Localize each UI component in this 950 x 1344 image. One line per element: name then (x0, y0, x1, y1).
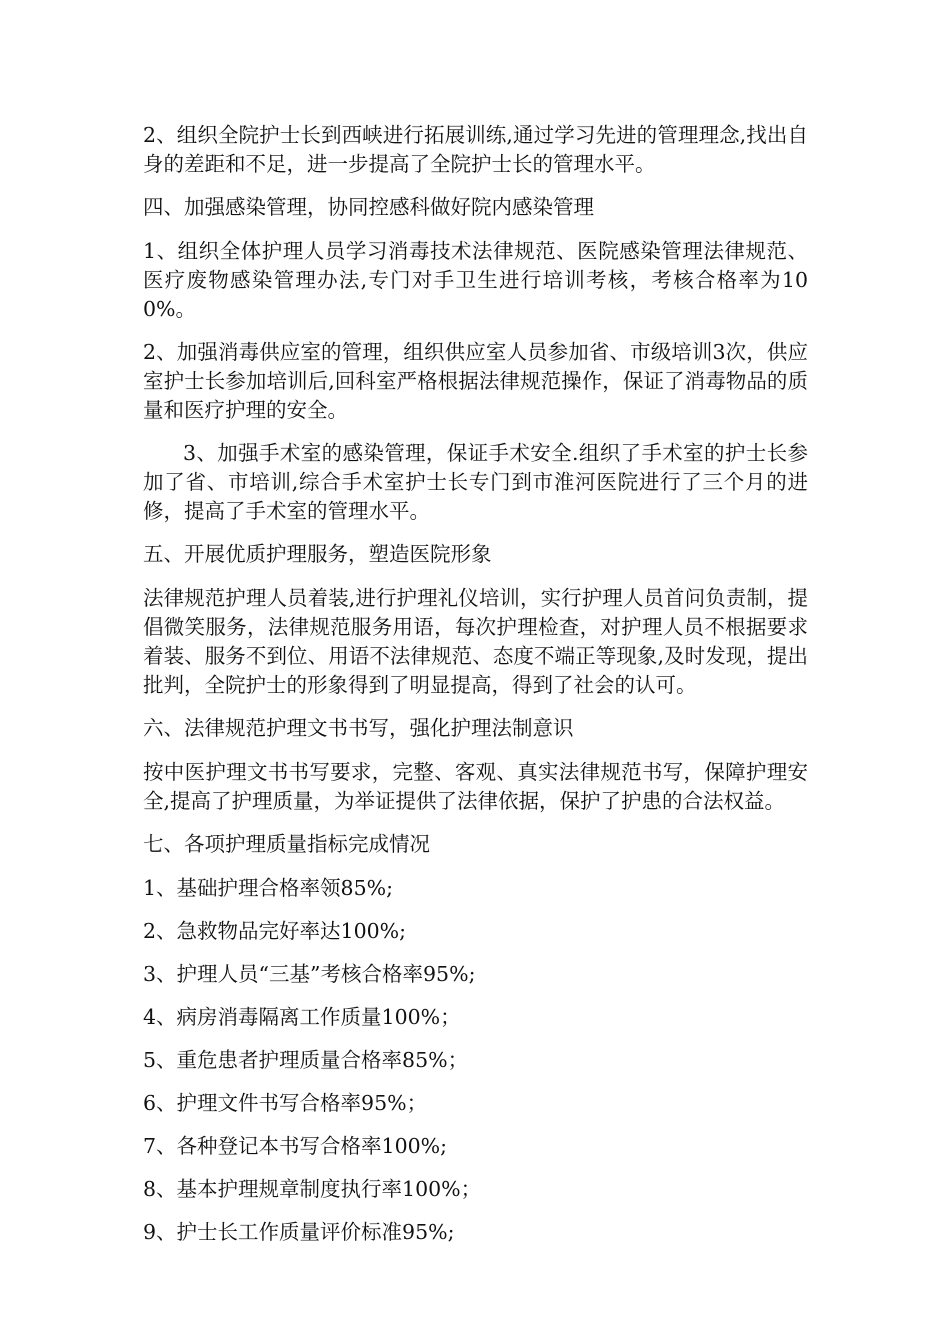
list-item: 5、重危患者护理质量合格率85%； (143, 1048, 469, 1072)
paragraph-service-standards: 法律规范护理人员着装,进行护理礼仪培训，实行护理人员首问负责制，提倡微笑服务，法律规范服务用语，每次护理检查，对护理人员不根据要求着装、服务不到位、用语不法律规范、态度不端正等现象,及时发现，提出批判，全院护士的形象得到了明显提高，得到了社会的认可。 (143, 586, 808, 697)
list-item: 8、基本护理规章制度执行率100%； (143, 1177, 482, 1201)
paragraph-disinfection-training: 1、组织全体护理人员学习消毒技术法律规范、医院感染管理法律规范、医疗废物感染管理办法,专门对手卫生进行培训考核，考核合格率为100%。 (143, 239, 808, 321)
paragraph-operating-room: 3、加强手术室的感染管理，保证手术安全.组织了手术室的护士长参加了省、市培训,综合手术室护士长专门到市淮河医院进行了三个月的进修，提高了手术室的管理水平。 (143, 441, 808, 523)
paragraph-document-writing: 按中医护理文书书写要求，完整、客观、真实法律规范书写，保障护理安全,提高了护理质量，为举证提供了法律依据，保护了护患的合法权益。 (143, 760, 808, 813)
heading-quality-indicators: 七、各项护理质量指标完成情况 (143, 832, 430, 856)
list-item: 4、病房消毒隔离工作质量100%； (143, 1005, 461, 1029)
heading-infection-control: 四、加强感染管理，协同控感科做好院内感染管理 (143, 195, 594, 219)
heading-nursing-documents: 六、法律规范护理文书书写，强化护理法制意识 (143, 716, 574, 740)
list-item: 1、基础护理合格率领85%; (143, 876, 394, 900)
paragraph-supply-room: 2、加强消毒供应室的管理，组织供应室人员参加省、市级培训3次，供应室护士长参加培训后,回科室严格根据法律规范操作，保证了消毒物品的质量和医疗护理的安全。 (143, 340, 808, 422)
heading-quality-service: 五、开展优质护理服务，塑造医院形象 (143, 542, 492, 566)
document-page (143, 121, 808, 1247)
list-item: 9、护士长工作质量评价标准95%; (143, 1220, 455, 1244)
list-item: 6、护理文件书写合格率95%； (143, 1091, 428, 1115)
list-item: 3、护理人员“三基”考核合格率95%; (143, 962, 476, 986)
paragraph-training: 2、组织全院护士长到西峡进行拓展训练,通过学习先进的管理理念,找出自身的差距和不足，进一步提高了全院护士长的管理水平。 (143, 123, 808, 176)
list-item: 2、急救物品完好率达100%; (143, 919, 407, 943)
indicator-list (143, 874, 808, 1247)
list-item: 7、各种登记本书写合格率100%; (143, 1134, 448, 1158)
